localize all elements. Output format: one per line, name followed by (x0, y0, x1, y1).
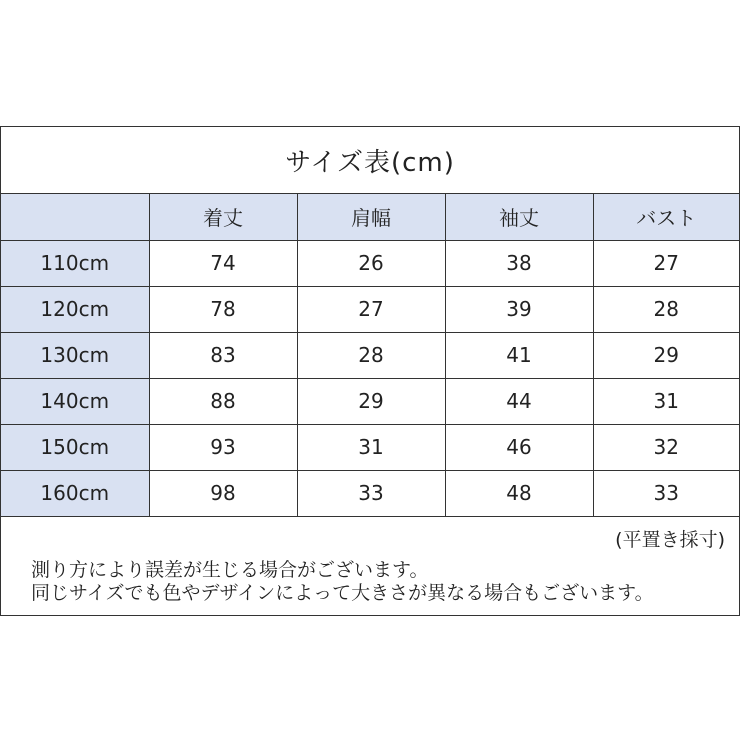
column-header-sleeve: 袖丈 (445, 194, 593, 240)
table-cell: 33 (593, 470, 739, 516)
disclaimer-line: 測り方により誤差が生じる場合がございます。 (31, 558, 429, 581)
table-cell: 29 (297, 378, 445, 424)
row-header: 150cm (1, 424, 149, 470)
table-row (1, 470, 739, 516)
table-cell: 27 (593, 240, 739, 286)
table-cell: 38 (445, 240, 593, 286)
corner-cell (1, 194, 149, 240)
row-header: 120cm (1, 286, 149, 332)
table-row (1, 240, 739, 286)
table-cell: 83 (149, 332, 297, 378)
table-cell: 41 (445, 332, 593, 378)
column-header-shoulder: 肩幅 (297, 194, 445, 240)
table-cell: 32 (593, 424, 739, 470)
table-cell: 29 (593, 332, 739, 378)
footer-notes (1, 517, 739, 613)
size-chart (0, 126, 740, 616)
row-header: 160cm (1, 470, 149, 516)
table-row (1, 378, 739, 424)
table-cell: 26 (297, 240, 445, 286)
table-row (1, 332, 739, 378)
table-cell: 78 (149, 286, 297, 332)
table-cell: 98 (149, 470, 297, 516)
row-header: 140cm (1, 378, 149, 424)
chart-title: サイズ表(cm) (1, 127, 739, 194)
table-cell: 28 (593, 286, 739, 332)
table-cell: 31 (297, 424, 445, 470)
table-cell: 93 (149, 424, 297, 470)
table-row (1, 424, 739, 470)
size-table (1, 194, 739, 517)
row-header: 110cm (1, 240, 149, 286)
table-cell: 28 (297, 332, 445, 378)
table-cell: 31 (593, 378, 739, 424)
disclaimer-line: 同じサイズでも色やデザインによって大きさが異なる場合もございます。 (31, 581, 654, 604)
header-row (1, 194, 739, 240)
table-cell: 27 (297, 286, 445, 332)
table-cell: 48 (445, 470, 593, 516)
measure-method-note: (平置き採寸) (615, 528, 725, 551)
table-cell: 44 (445, 378, 593, 424)
table-row (1, 286, 739, 332)
table-cell: 33 (297, 470, 445, 516)
row-header: 130cm (1, 332, 149, 378)
table-cell: 88 (149, 378, 297, 424)
table-cell: 74 (149, 240, 297, 286)
table-cell: 46 (445, 424, 593, 470)
disclaimer (31, 559, 654, 605)
column-header-bust: バスト (593, 194, 739, 240)
column-header-length: 着丈 (149, 194, 297, 240)
table-cell: 39 (445, 286, 593, 332)
